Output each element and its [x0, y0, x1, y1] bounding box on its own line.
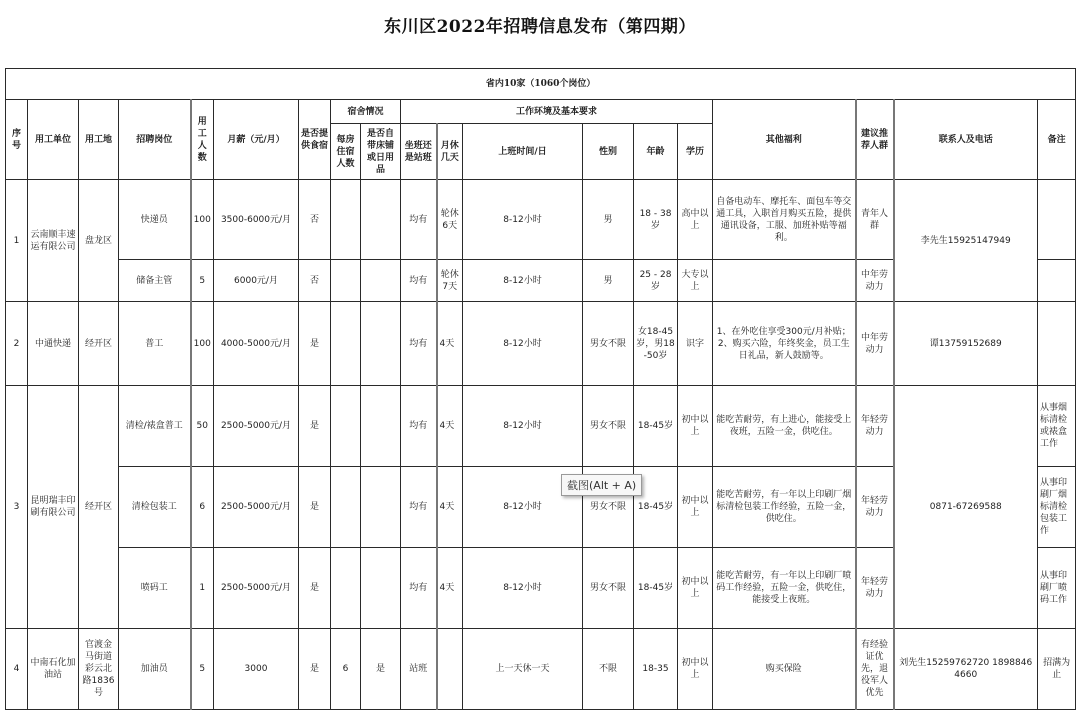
cell-sit-stand: 均有: [401, 180, 437, 260]
cell-board: 否: [299, 180, 331, 260]
cell-recommended: 有经验证优先，退役军人优先: [856, 629, 894, 710]
cell-dorm-per-room: [331, 302, 361, 386]
table-row: [6, 180, 1076, 260]
cell-sit-stand: 均有: [401, 302, 437, 386]
cell-salary: 3500-6000元/月: [214, 180, 299, 260]
cell-age: 18-45岁: [634, 386, 678, 467]
cell-dorm-bedding: [361, 302, 401, 386]
cell-hours: 8-12小时: [463, 180, 583, 260]
cell-age: 女18-45岁，男18-50岁: [634, 302, 678, 386]
header-gender: 性别: [583, 124, 634, 180]
cell-position: 清检/裱盒普工: [119, 386, 191, 467]
cell-education: 高中以上: [678, 180, 713, 260]
cell-board: 是: [299, 629, 331, 710]
header-index: 序号: [6, 100, 28, 180]
cell-rest-days: 4天: [437, 548, 463, 629]
cell-contact: 谭13759152689: [894, 302, 1038, 386]
cell-remarks: 从事印刷厂烟标清检包装工作: [1038, 467, 1076, 548]
cell-dorm-per-room: [331, 260, 361, 302]
cell-education: 初中以上: [678, 629, 713, 710]
cell-sit-stand: 均有: [401, 386, 437, 467]
cell-gender: 男女不限: [583, 548, 634, 629]
cell-remarks: 从事烟标清检或裱盒工作: [1038, 386, 1076, 467]
cell-employer: 云南顺丰速运有限公司: [28, 180, 79, 302]
cell-salary: 2500-5000元/月: [214, 386, 299, 467]
header-dorm-group: 宿舍情况: [331, 100, 401, 124]
header-employer: 用工单位: [28, 100, 79, 180]
cell-dorm-bedding: [361, 386, 401, 467]
cell-rest-days: 4天: [437, 302, 463, 386]
cell-education: 初中以上: [678, 467, 713, 548]
cell-benefits: 购买保险: [713, 629, 856, 710]
cell-recommended: 年轻劳动力: [856, 548, 894, 629]
cell-headcount: 6: [191, 467, 214, 548]
cell-board: 是: [299, 467, 331, 548]
cell-dorm-bedding: [361, 260, 401, 302]
cell-dorm-per-room: [331, 548, 361, 629]
cell-dorm-bedding: [361, 180, 401, 260]
table-row: [6, 629, 1076, 710]
cell-recommended: 中年劳动力: [856, 260, 894, 302]
header-location: 用工地: [79, 100, 119, 180]
cell-salary: 3000: [214, 629, 299, 710]
cell-rest-days: 4天: [437, 467, 463, 548]
header-age: 年龄: [634, 124, 678, 180]
cell-benefits: 1、在外吃住享受300元/月补贴；2、购买六险，年终奖金，员工生日礼品，新人鼓励等。: [713, 302, 856, 386]
cell-hours: 8-12小时: [463, 302, 583, 386]
header-position: 招聘岗位: [119, 100, 191, 180]
cell-board: 否: [299, 260, 331, 302]
cell-recommended: 年轻劳动力: [856, 386, 894, 467]
cell-gender: 男女不限: [583, 467, 634, 548]
cell-dorm-per-room: 6: [331, 629, 361, 710]
cell-dorm-per-room: [331, 180, 361, 260]
cell-position: 清检包装工: [119, 467, 191, 548]
cell-rest-days: 4天: [437, 386, 463, 467]
cell-rest-days: 轮休7天: [437, 260, 463, 302]
cell-gender: 男女不限: [583, 386, 634, 467]
cell-age: 18-35: [634, 629, 678, 710]
cell-employer: 中通快递: [28, 302, 79, 386]
cell-education: 初中以上: [678, 548, 713, 629]
document-title: 东川区2022年招聘信息发布（第四期）: [384, 17, 696, 37]
table-row: [6, 386, 1076, 467]
cell-employer: 昆明瑞丰印刷有限公司: [28, 386, 79, 629]
cell-index: 3: [6, 386, 28, 629]
cell-remarks: 招满为止: [1038, 629, 1076, 710]
cell-age: 18 - 38岁: [634, 180, 678, 260]
cell-index: 4: [6, 629, 28, 710]
cell-remarks: [1038, 302, 1076, 386]
cell-benefits: 能吃苦耐劳，有一年以上印刷厂喷码工作经验，五险一金，供吃住，能接受上夜班。: [713, 548, 856, 629]
cell-position: 普工: [119, 302, 191, 386]
cell-age: 25 - 28岁: [634, 260, 678, 302]
cell-headcount: 100: [191, 302, 214, 386]
cell-position: 储备主管: [119, 260, 191, 302]
cell-hours: 8-12小时: [463, 386, 583, 467]
cell-dorm-bedding: [361, 548, 401, 629]
cell-remarks: [1038, 260, 1076, 302]
cell-gender: 男: [583, 180, 634, 260]
screenshot-shortcut-tooltip: 截图(Alt + A): [561, 474, 642, 496]
cell-dorm-bedding: [361, 467, 401, 548]
section-title: 省内10家（1060个岗位）: [6, 69, 1076, 100]
cell-recommended: 中年劳动力: [856, 302, 894, 386]
cell-hours: 8-12小时: [463, 467, 583, 548]
cell-gender: 男女不限: [583, 302, 634, 386]
header-education: 学历: [678, 124, 713, 180]
cell-location: 经开区: [79, 302, 119, 386]
cell-dorm-bedding: 是: [361, 629, 401, 710]
cell-position: 加油员: [119, 629, 191, 710]
cell-location: 盘龙区: [79, 180, 119, 302]
cell-gender: 男: [583, 260, 634, 302]
cell-dorm-per-room: [331, 467, 361, 548]
cell-benefits: 自备电动车、摩托车、面包车等交通工具，入职首月购买五险，提供通讯设备，工服、加班补贴等福利。: [713, 180, 856, 260]
cell-headcount: 5: [191, 629, 214, 710]
cell-hours: 8-12小时: [463, 260, 583, 302]
cell-salary: 6000元/月: [214, 260, 299, 302]
cell-employer: 中南石化加油站: [28, 629, 79, 710]
cell-contact: 0871-67269588: [894, 386, 1038, 629]
cell-headcount: 100: [191, 180, 214, 260]
cell-education: 初中以上: [678, 386, 713, 467]
cell-age: 18-45岁: [634, 548, 678, 629]
cell-sit-stand: 均有: [401, 548, 437, 629]
cell-position: 快递员: [119, 180, 191, 260]
cell-contact: 刘先生15259762720 18988464660: [894, 629, 1038, 710]
cell-index: 2: [6, 302, 28, 386]
cell-position: 喷码工: [119, 548, 191, 629]
cell-salary: 2500-5000元/月: [214, 548, 299, 629]
cell-rest-days: [437, 629, 463, 710]
cell-contact: 李先生15925147949: [894, 180, 1038, 302]
cell-headcount: 5: [191, 260, 214, 302]
header-sit-stand: 坐班还是站班: [401, 124, 437, 180]
cell-gender: 不限: [583, 629, 634, 710]
cell-sit-stand: 均有: [401, 260, 437, 302]
cell-remarks: [1038, 180, 1076, 260]
cell-remarks: 从事印刷厂喷码工作: [1038, 548, 1076, 629]
header-hours: 上班时间/日: [463, 124, 583, 180]
cell-index: 1: [6, 180, 28, 302]
header-rest-days: 月休几天: [437, 124, 463, 180]
header-recommended: 建议推荐人群: [856, 100, 894, 180]
cell-board: 是: [299, 548, 331, 629]
cell-location: 经开区: [79, 386, 119, 629]
cell-age: 18-45岁: [634, 467, 678, 548]
cell-hours: 上一天休一天: [463, 629, 583, 710]
cell-headcount: 50: [191, 386, 214, 467]
header-salary: 月薪（元/月）: [214, 100, 299, 180]
header-dorm-per-room: 每房住宿人数: [331, 124, 361, 180]
header-headcount: 用工人数: [191, 100, 214, 180]
table-row: [6, 302, 1076, 386]
cell-education: 识字: [678, 302, 713, 386]
cell-rest-days: 轮休6天: [437, 180, 463, 260]
cell-dorm-per-room: [331, 386, 361, 467]
cell-headcount: 1: [191, 548, 214, 629]
cell-benefits: 能吃苦耐劳，有一年以上印刷厂烟标清检包装工作经验，五险一金，供吃住。: [713, 467, 856, 548]
cell-sit-stand: 均有: [401, 467, 437, 548]
cell-recommended: 青年人群: [856, 180, 894, 260]
header-dorm-bedding: 是否自带床铺或日用品: [361, 124, 401, 180]
cell-salary: 4000-5000元/月: [214, 302, 299, 386]
cell-benefits: 能吃苦耐劳，有上进心，能接受上夜班，五险一金，供吃住。: [713, 386, 856, 467]
cell-recommended: 年轻劳动力: [856, 467, 894, 548]
cell-board: 是: [299, 386, 331, 467]
header-work-group: 工作环境及基本要求: [401, 100, 713, 124]
cell-benefits: [713, 260, 856, 302]
header-contact: 联系人及电话: [894, 100, 1038, 180]
cell-location: 官渡金马街道彩云北路1836号: [79, 629, 119, 710]
cell-salary: 2500-5000元/月: [214, 467, 299, 548]
cell-board: 是: [299, 302, 331, 386]
recruitment-table: [5, 68, 1076, 710]
header-board: 是否提供食宿: [299, 100, 331, 180]
cell-hours: 8-12小时: [463, 548, 583, 629]
header-benefits: 其他福利: [713, 100, 856, 180]
cell-education: 大专以上: [678, 260, 713, 302]
header-remarks: 备注: [1038, 100, 1076, 180]
cell-sit-stand: 站班: [401, 629, 437, 710]
